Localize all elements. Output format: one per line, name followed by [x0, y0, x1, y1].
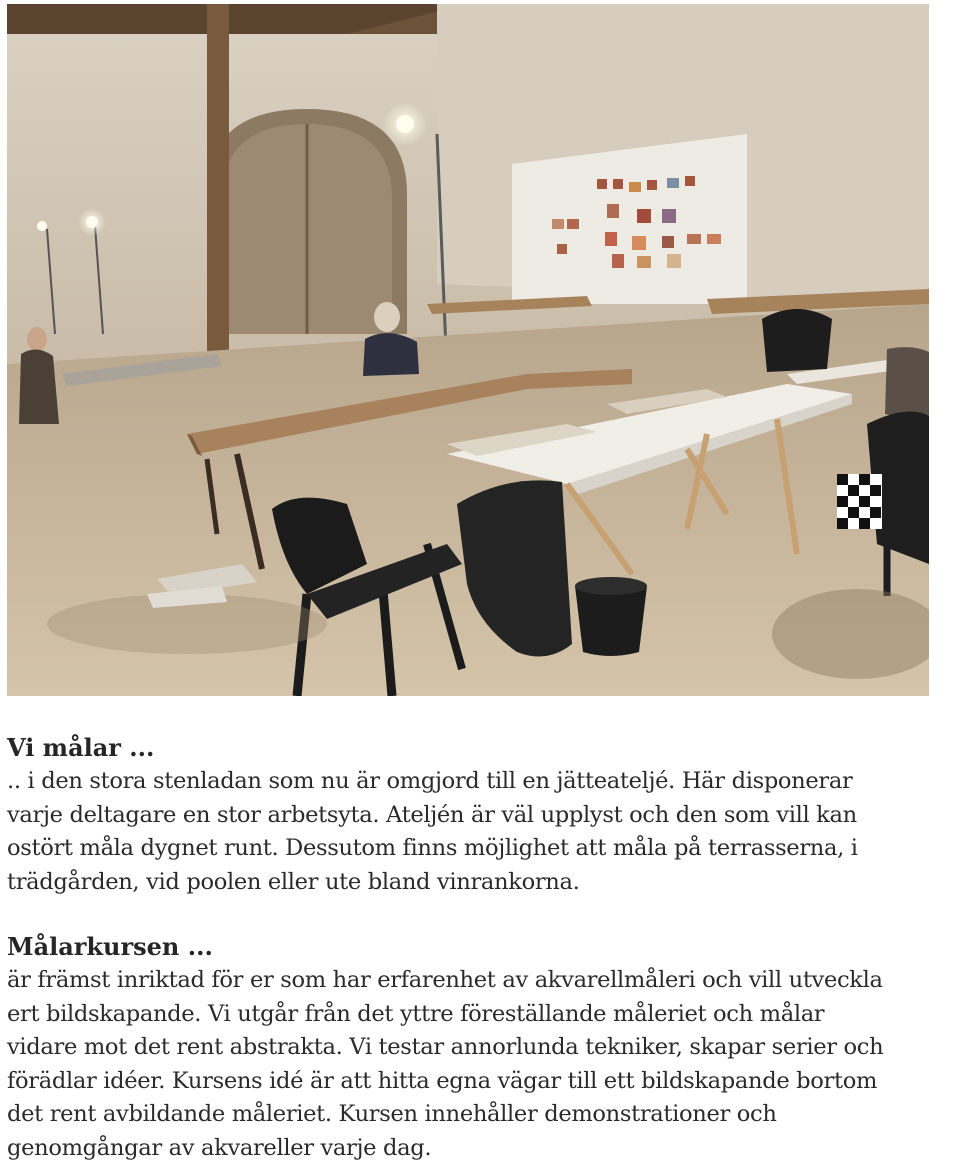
studio-photo-illustration: [7, 4, 929, 696]
paragraph-line: .. i den stora stenladan som nu är omgjord till en jätteateljé. Här disponerar: [7, 768, 853, 794]
paragraph-line: det rent avbildande måleriet. Kursen innehåller demonstrationer och: [7, 1101, 777, 1128]
section-vi-malar: [7, 731, 957, 899]
paragraph-line: varje deltagare en stor arbetsyta. Ateljén är väl upplyst och den som vill kan: [7, 801, 857, 828]
paragraph-line: vidare mot det rent abstrakta. Vi testar annorlunda tekniker, skapar serier och: [7, 1034, 884, 1061]
paragraph-line: förädlar idéer. Kursens idé är att hitta egna vägar till ett bildskapande bortom: [7, 1067, 878, 1094]
section-malarkursen: [7, 930, 957, 1166]
paragraph-line: ert bildskapande. Vi utgår från det yttre föreställande måleriet och målar: [7, 1000, 825, 1027]
paragraph-line: genomgångar av akvareller varje dag.: [7, 1134, 432, 1161]
paragraph-line: ostört måla dygnet runt. Dessutom finns möjlighet att måla på terrasserna, i: [7, 835, 858, 862]
paragraph-line: trädgården, vid poolen eller ute bland vinrankorna.: [7, 868, 580, 895]
paragraph-line: är främst inriktad för er som har erfarenhet av akvarellmåleri och vill utveckla: [7, 967, 883, 993]
section-heading: Målarkursen ...: [7, 932, 213, 961]
section-heading: Vi målar ...: [7, 733, 155, 762]
studio-photo: [7, 4, 929, 696]
